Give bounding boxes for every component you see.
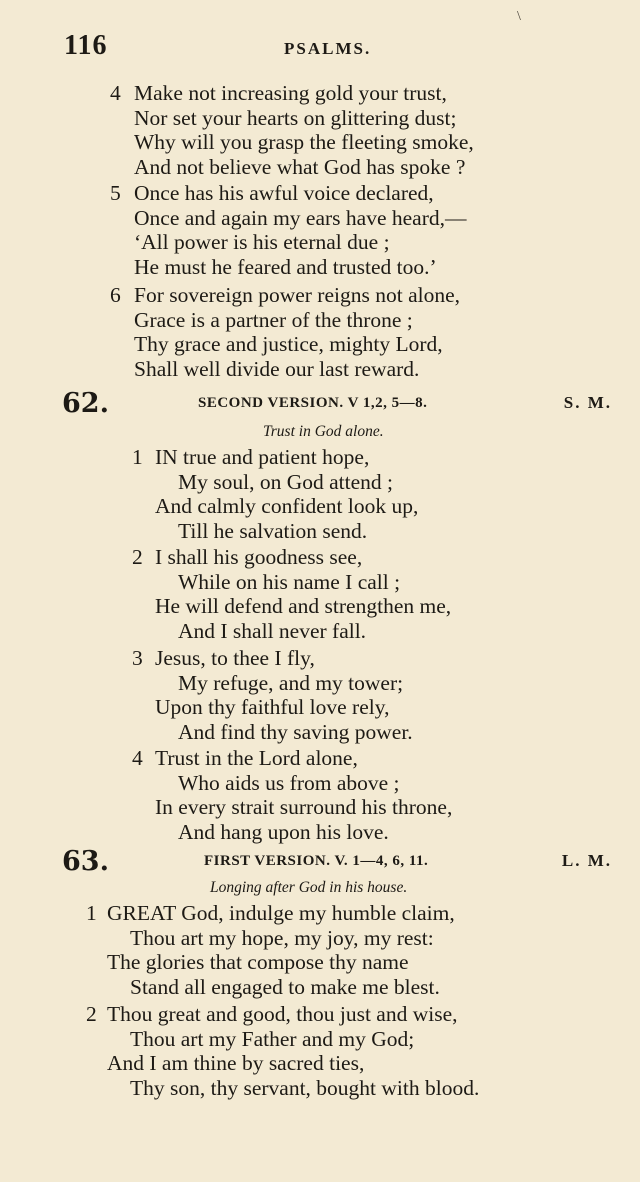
stanza-number: 1 [86,901,97,925]
verse-line: Who aids us from above ; [178,770,400,795]
verse-line: I shall his goodness see, [155,545,363,569]
psalm-63-stanza-2 [86,1002,479,1100]
continuation-stanza-4 [110,81,474,179]
verse-line: And find thy saving power. [178,719,413,744]
stanza-number: 1 [132,445,143,469]
psalm-62-stanza-2 [132,545,451,643]
verse-line: Once has his awful voice declared, [134,181,434,205]
psalm-62-stanza-3 [132,646,413,744]
verse-line: The glories that compose thy name [107,950,409,974]
psalm-62-stanza-1 [132,445,418,543]
verse-line: Thou art my Father and my God; [130,1026,415,1051]
verse-line: Thy son, thy servant, bought with blood. [130,1075,480,1100]
verse-line: IN true and patient hope, [155,445,370,469]
version-label: SECOND VERSION. V 1,2, 5—8. [198,395,428,411]
verse-line: And calmly confident look up, [155,494,419,518]
running-head: PSALMS. [284,39,372,58]
psalm-63-stanza-1 [86,901,455,999]
stanza-number: 4 [110,81,121,105]
meter-label: S. M. [563,393,612,412]
verse-line: Trust in the Lord alone, [155,746,358,770]
verse-line: Shall well divide our last reward. [134,356,420,381]
psalm-62-stanza-4 [132,746,452,844]
psalm-62-heading [62,388,612,420]
verse-line: Nor set your hearts on glittering dust; [134,105,457,130]
verse-line: My soul, on God attend ; [178,469,393,494]
verse-line: Once and again my ears have heard,— [134,205,467,230]
verse-line: And I am thine by sacred ties, [107,1051,365,1075]
stanza-number: 4 [132,746,143,770]
verse-line: Grace is a partner of the throne ; [134,307,413,332]
stanza-number: 3 [132,646,143,670]
verse-line: In every strait surround his throne, [155,795,453,819]
verse-line: Make not increasing gold your trust, [134,81,447,105]
verse-line: Upon thy faithful love rely, [155,695,390,719]
psalm-subtitle: Longing after God in his house. [210,879,408,896]
psalm-number: 62. [62,388,109,419]
psalm-subtitle: Trust in God alone. [263,423,384,440]
verse-line: Thou great and good, thou just and wise, [107,1002,458,1026]
psalm-63-heading [62,846,612,878]
verse-line: Jesus, to thee I fly, [155,646,315,670]
verse-line: Thou art my hope, my joy, my rest: [130,925,434,950]
verse-line: While on his name I call ; [178,569,401,594]
verse-line: My refuge, and my tower; [178,670,404,695]
verse-line: For sovereign power reigns not alone, [134,283,461,307]
stanza-number: 6 [110,283,121,307]
verse-line: Thy grace and justice, mighty Lord, [134,332,443,356]
psalm-number: 63. [62,846,109,877]
verse-line: GREAT God, indulge my humble claim, [107,901,455,925]
page-number: 116 [64,30,108,61]
verse-line: Why will you grasp the fleeting smoke, [134,130,474,154]
version-label: FIRST VERSION. V. 1—4, 6, 11. [204,853,429,869]
meter-label: L. M. [561,851,612,870]
stanza-number: 2 [132,545,143,569]
stanza-number: 2 [86,1002,97,1026]
page-header [64,30,550,64]
verse-line: Stand all engaged to make me blest. [130,974,440,999]
verse-line: And I shall never fall. [178,618,367,643]
continuation-stanza-5 [110,181,467,279]
verse-line: And not believe what God has spoke ? [134,154,466,179]
stanza-number: 5 [110,181,121,205]
verse-line: ‘All power is his eternal due ; [134,230,390,254]
verse-line: He will defend and strengthen me, [155,594,452,618]
verse-line: He must he feared and trusted too.’ [134,254,437,279]
verse-line: Till he salvation send. [178,518,368,543]
stray-mark: \ [517,9,521,24]
continuation-stanza-6 [110,283,460,381]
verse-line: And hang upon his love. [178,819,389,844]
